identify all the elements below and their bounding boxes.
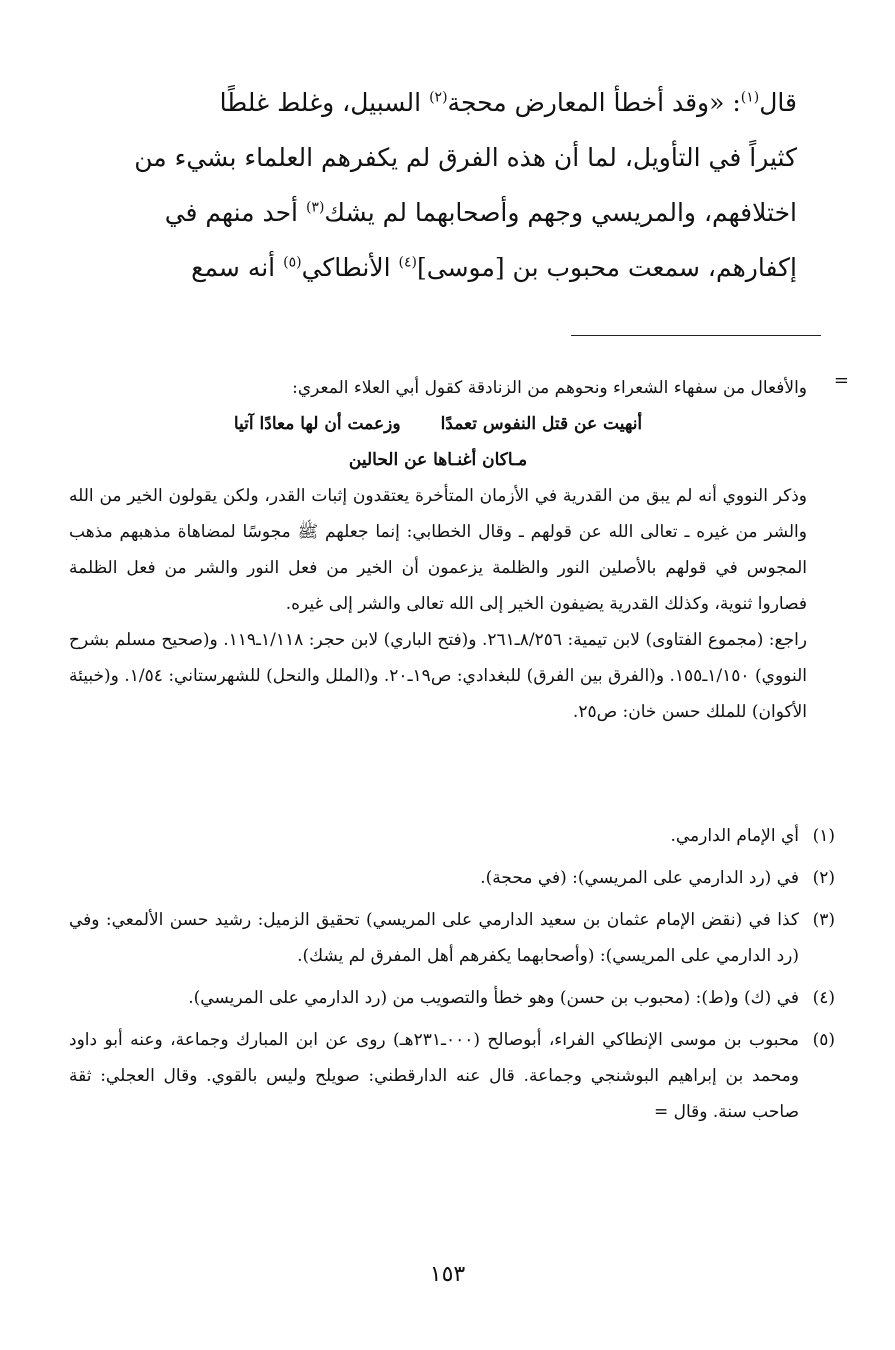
footnote-number: (٣): [812, 910, 835, 930]
footnote-number: (١): [812, 826, 835, 846]
continued-note: [69, 370, 807, 730]
footnote-item: [69, 860, 835, 896]
footnote-ref-3: (٣): [305, 199, 325, 216]
note-references: راجع: (مجموع الفتاوى) لابن تيمية: ٨/٢٥٦ـ٢٦١. و(فتح الباري) لابن حجر: ١/١١٨ـ١١٩. و(صحيح مسلم بشرح النووي) ١/١٥٠ـ١٥٥. و(الفرق بين الفرق) للبغدادي: ص١٩ـ٢٠. و(الملل والنحل) للشهرستاني: ١/٥٤. و(خبيئة الأكوان) للملك حسن خان: ص٢٥.: [69, 630, 808, 722]
main-line-text: السبيل، وغلط غلطًا: [219, 88, 430, 117]
main-line-text: قال: [759, 88, 797, 117]
main-line-text: كثيراً في التأويل، لما أن هذه الفرق لم يكفرهم العلماء بشيء من: [134, 143, 797, 172]
footnote-number: (٢): [812, 868, 835, 888]
footnote-ref-2: (٢): [429, 89, 448, 106]
footnote-separator: [571, 335, 821, 336]
main-line-2: [97, 130, 797, 185]
verse-hemistich: وزعمت أن لها معادًا آتيا: [233, 414, 401, 434]
footnote-number: (٥): [812, 1030, 835, 1050]
footnote-text: محبوب بن موسى الإنطاكي الفراء، أبوصالح (٠٠٠ـ٢٣١هـ) روى عن ابن المبارك وجماعة، وعنه أبو داود ومحمد بن إبراهيم البوشنجي وجماعة. قال عنه الدارقطني: صويلح وليس بالقوي. وقال العجلي: ثقة صاحب سنة. وقال =: [69, 1030, 799, 1122]
main-line-3: [97, 185, 797, 240]
note-intro: والأفعال من سفهاء الشعراء ونحوهم من الزنادقة كقول أبي العلاء المعري:: [292, 378, 807, 398]
main-line-1: [97, 75, 797, 130]
footnote-text: كذا في (نقض الإمام عثمان بن سعيد الدارمي على المريسي) تحقيق الزميل: رشيد حسن الألمعي: وفي (رد الدارمي على المريسي): (وأصحابهما يكفرهم أهل المفرق لم يشك).: [69, 910, 799, 966]
main-line-text: الأنطاكي: [301, 253, 399, 282]
note-paragraph: وذكر النووي أنه لم يبق من القدرية في الأزمان المتأخرة يعتقدون إثبات القدر، ولكن يقولون الخير من الله والشر من غيره ـ تعالى الله عن قولهم ـ وقال الخطابي: إنما جعلهم ﷺ مجوسًا لمضاهاة مذهبهم مذهب المجوس في قولهم بالأصلين النور والظلمة يزعمون أن الخير من فعل النور والشر من فعل الظلمة فصاروا ثنوية، وكذلك القدرية يضيفون الخير إلى الله تعالى والشر إلى غيره.: [69, 486, 807, 614]
main-line-text: اختلافهم، والمريسي وجهم وأصحابهما لم يشك: [324, 198, 797, 227]
main-line-text: إكفارهم، سمعت محبوب بن [موسى]: [417, 253, 797, 282]
footnote-ref-5: (٥): [283, 254, 302, 271]
footnote-ref-4: (٤): [398, 254, 418, 271]
footnote-ref-1: (١): [740, 89, 760, 106]
footnote-item: [69, 818, 835, 854]
main-line-4: [97, 240, 797, 295]
page-number: ١٥٣: [429, 1262, 466, 1287]
main-line-text: أنه سمع: [191, 253, 284, 282]
footnote-text: في (ك) و(ط): (محبوب بن حسن) وهو خطأ والتصويب من (رد الدارمي على المريسي).: [188, 988, 799, 1008]
footnote-item: [69, 980, 835, 1016]
footnote-text: أي الإمام الدارمي.: [670, 826, 799, 846]
footnote-number: (٤): [812, 988, 835, 1008]
footnote-text: في (رد الدارمي على المريسي): (في محجة).: [480, 868, 799, 888]
footnote-item: [69, 902, 835, 974]
poem-verse-2: مـاكان أغنـاها عن الحالين: [348, 450, 528, 470]
main-text: [97, 75, 797, 295]
continuation-mark: =: [833, 370, 849, 391]
main-line-text: أحد منهم في: [164, 198, 306, 227]
footnote-item: [69, 1022, 835, 1130]
main-line-text: : «وقد أخطأ المعارض محجة: [447, 88, 741, 117]
footnote-list: [69, 818, 835, 1136]
verse-hemistich: أنهيت عن قتل النفوس تعمدًا: [440, 414, 643, 434]
poem-verse-1: [69, 406, 807, 442]
